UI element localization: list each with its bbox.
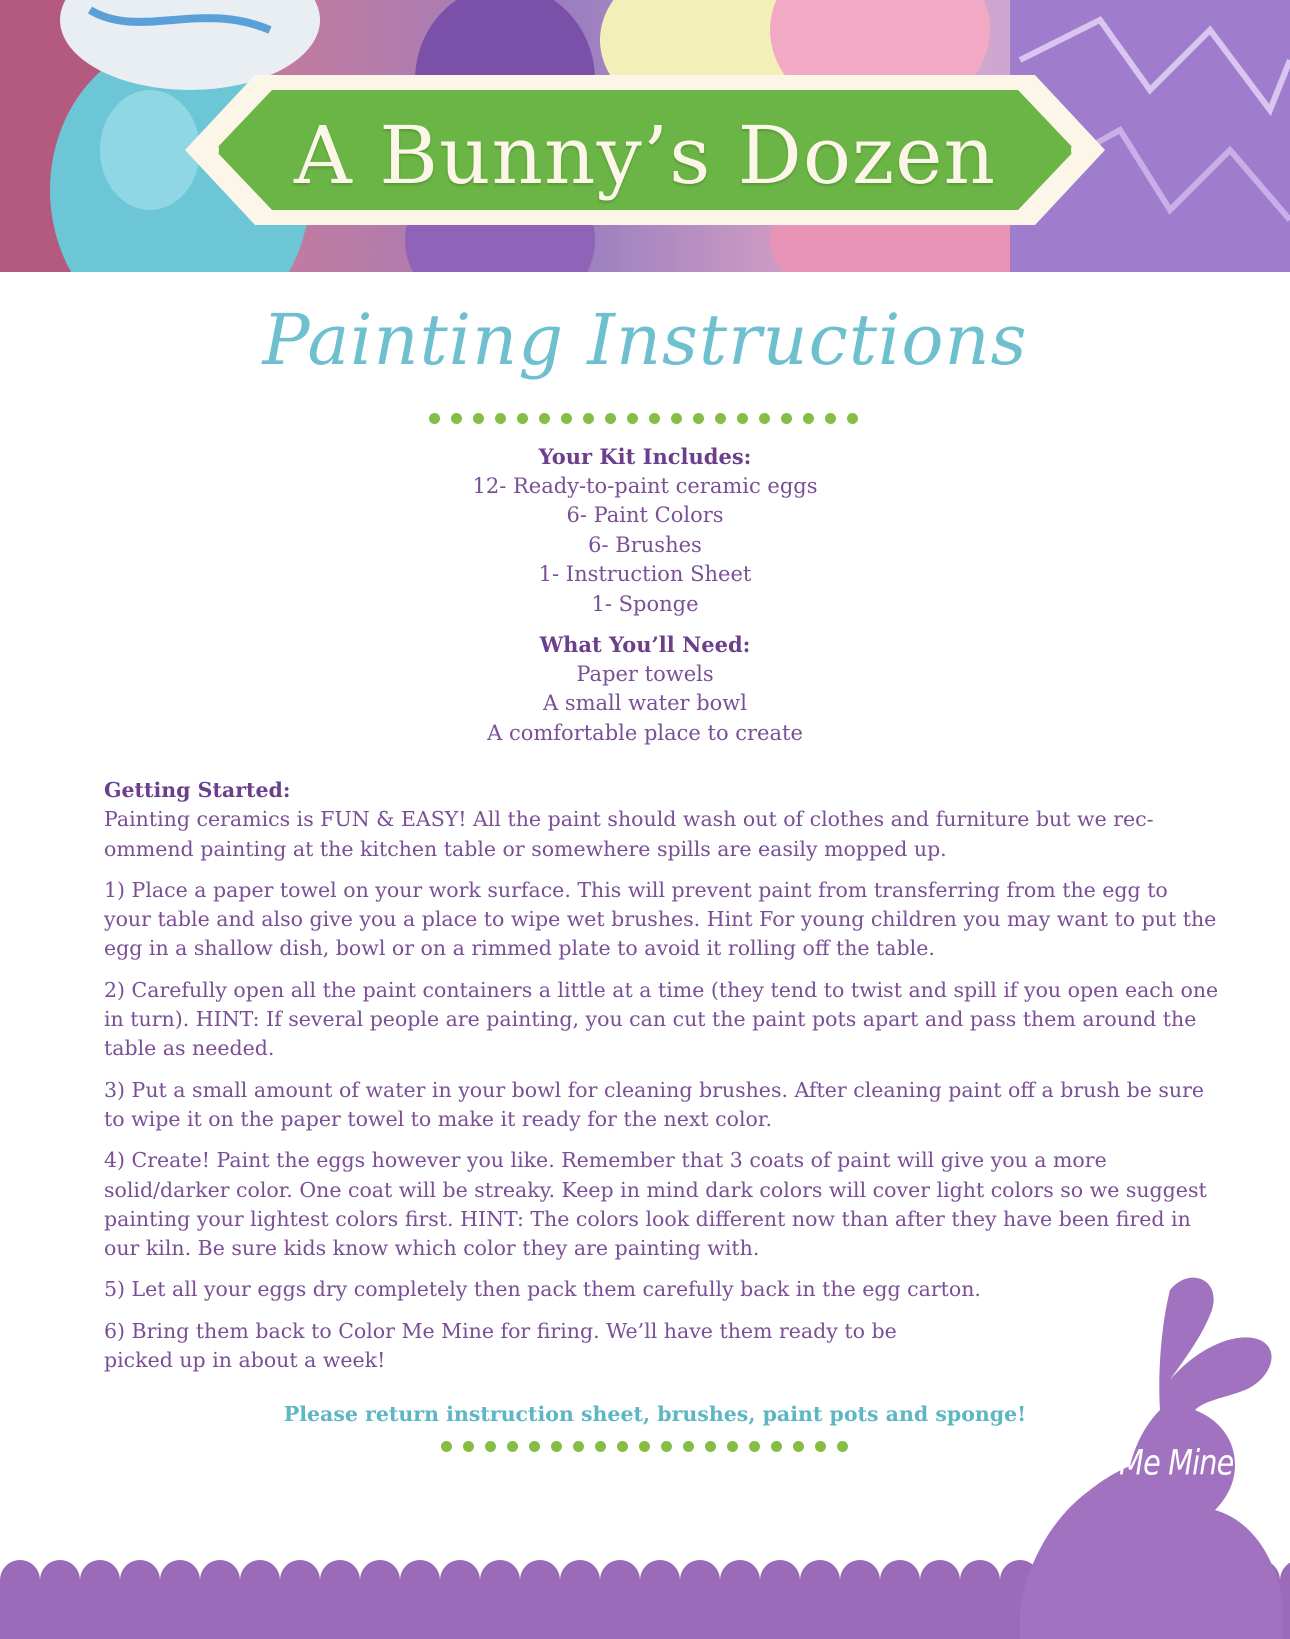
step-4: 4) Create! Paint the eggs however you like. Remember that 3 coats of paint will give you a more solid/darker color. One coat will be streaky. Keep in mind dark colors will cover light colors so we suggest painting your lightest colors first. HINT: The colors look different now than after they have been fired in our kiln. Be sure kids know which color they are painting with. [104,1148,1207,1261]
step-1: 1) Place a paper towel on your work surface. This will prevent paint from transferring from the egg to your table and also give you a place to wipe wet brushes. Hint For young children you may want to put the egg in a shallow dish, bowl or on a rimmed plate to avoid it rolling off the table. [104,877,1217,961]
step-5: 5) Let all your eggs dry completely then pack them carefully back in the egg carton. [104,1277,981,1302]
list-item: 6- Paint Colors [566,503,724,527]
what-you-need-list [0,630,1290,748]
what-you-need-heading: What You’ll Need: [539,632,751,657]
dot-divider-bottom [441,1441,848,1452]
color-me-mine-logo: Color Me Mine® [1040,1443,1241,1484]
kit-includes-heading: Your Kit Includes: [538,444,752,469]
list-item: A comfortable place to create [487,720,803,745]
step-6: 6) Bring them back to Color Me Mine for firing. We’ll have them ready to be picked up in about a week! [104,1318,897,1373]
intro-paragraph: Painting ceramics is FUN & EASY! All the paint should wash out of clothes and furniture but we rec-ommend painting at the kitchen table or somewhere spills are easily mopped up. [104,807,1154,861]
getting-started-heading: Getting Started: [104,778,291,802]
kit-includes-list [0,442,1290,619]
list-item: A small water bowl [542,691,747,715]
list-item: 12- Ready-to-paint ceramic eggs [472,473,818,498]
step-3: 3) Put a small amount of water in your bowl for cleaning brushes. After cleaning paint off a brush be sure to wipe it on the paper towel to make it ready for the next color. [104,1077,1205,1131]
list-item: 6- Brushes [588,532,702,557]
header-photo [0,0,1290,272]
list-item: 1- Instruction Sheet [538,562,752,586]
dot-divider-top [429,413,858,424]
list-item: 1- Sponge [591,591,699,616]
banner-dot-right [1071,136,1099,164]
return-note: Please return instruction sheet, brushes, paint pots and sponge! [283,1402,1027,1426]
page-title: Painting Instructions [262,299,1028,381]
list-item: Paper towels [576,661,714,686]
step-2: 2) Carefully open all the paint containers a little at a time (they tend to twist and spill if you open each one in turn). HINT: If several people are painting, you can cut the paint pots apart and pass them around the table as needed. [104,977,1219,1061]
banner-dot-left [191,136,219,164]
banner-title: A Bunny’s Dozen [294,109,996,202]
